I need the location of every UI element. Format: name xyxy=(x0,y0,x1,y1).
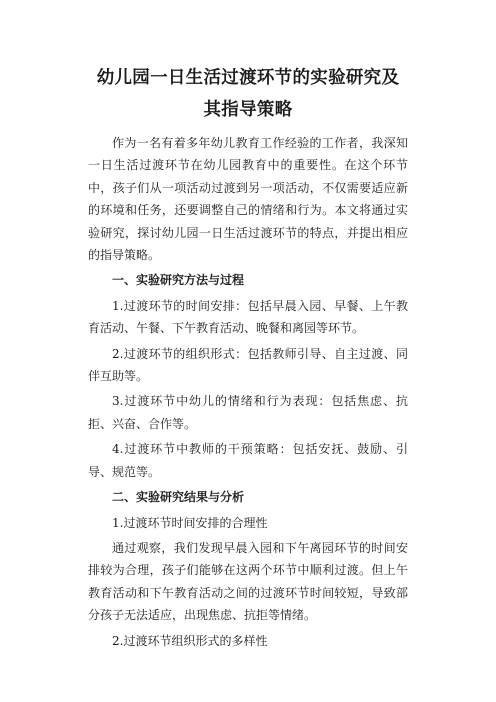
list-item: 1.过渡环节的时间安排：包括早晨入园、早餐、上午教育活动、午餐、下午教育活动、晚餐和离园等环节。 xyxy=(88,298,408,336)
intro-paragraph: 作为一名有着多年幼儿教育工作经验的工作者，我深知一日生活过渡环节在幼儿园教育中的重要性。在这个环节中，孩子们从一项活动过渡到另一项活动，不仅需要适应新的环境和任务，还要调整自己的情绪和行为。本文将通过实验研究，探讨幼儿园一日生活过渡环节的特点，并提出相应的指导策略。 xyxy=(88,136,408,263)
subsection-body: 通过观察，我们发现早晨入园和下午离园环节的时间安排较为合理，孩子们能够在这两个环节中顺利过渡。但上午教育活动和下午教育活动之间的过渡环节时间较短，导致部分孩子无法适应，出现焦虑、抗拒等情绪。 xyxy=(88,540,408,623)
section-heading-results: 二、实验研究结果与分析 xyxy=(112,490,245,505)
subsection-title: 2.过渡环节组织形式的多样性 xyxy=(112,633,268,648)
list-item: 4.过渡环节中教师的干预策略：包括安抚、鼓励、引导、规范等。 xyxy=(88,442,408,479)
list-item: 3.过渡环节中幼儿的情绪和行为表现：包括焦虑、抗拒、兴奋、合作等。 xyxy=(88,394,408,431)
section-heading-methods: 一、实验研究方法与过程 xyxy=(112,273,245,288)
document-title: 幼儿园一日生活过渡环节的实验研究及其指导策略 xyxy=(96,68,400,120)
subsection-title: 1.过渡环节时间安排的合理性 xyxy=(112,515,268,530)
list-item: 2.过渡环节的组织形式：包括教师引导、自主过渡、同伴互助等。 xyxy=(88,346,408,384)
